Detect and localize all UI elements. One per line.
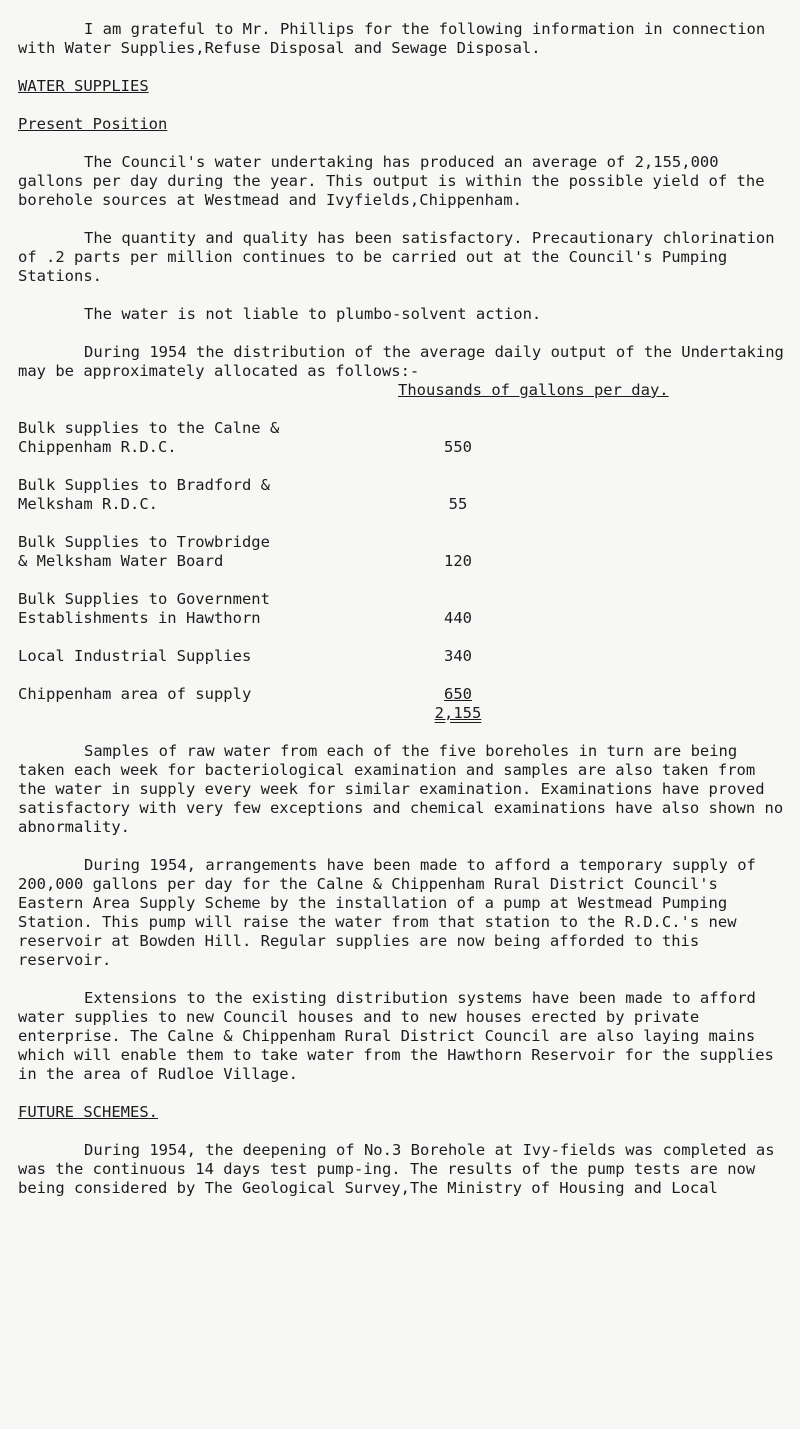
distribution-paragraph: During 1954 the distribution of the average daily output of the Undertaking may be approximately allocated as follows:- xyxy=(18,343,794,380)
samples-paragraph: Samples of raw water from each of the five boreholes in turn are being taken each week for bacteriological examination and samples are also taken from the water in supply every week for similar examination. Examinations have proved satisfactory with very few exceptions and chemical examinations have also shown no abnormality. xyxy=(18,742,793,836)
row-label: Local Industrial Supplies xyxy=(18,647,252,665)
row-value: 55 xyxy=(448,495,468,513)
row-value: 550 xyxy=(444,438,472,456)
table-row xyxy=(18,590,788,628)
table-row xyxy=(18,419,788,457)
output-paragraph: The Council's water undertaking has produced an average of 2,155,000 gallons per day during the year. This output is within the possible yield of the borehole sources at Westmead and Ivyfields,Chippenham. xyxy=(18,153,774,209)
row-label: Bulk Supplies to Bradford & Melksham R.D.C. xyxy=(18,476,270,513)
row-value: 650 xyxy=(444,685,472,703)
table-total: 2,155 xyxy=(434,704,482,722)
table-row xyxy=(18,647,788,666)
future-schemes-heading: FUTURE SCHEMES. xyxy=(18,1103,158,1121)
plumbo-solvent-paragraph: The water is not liable to plumbo-solvent action. xyxy=(84,305,542,323)
table-row xyxy=(18,685,788,704)
temporary-supply-paragraph: During 1954, arrangements have been made to afford a temporary supply of 200,000 gallons per day for the Calne & Chippenham Rural District Council's Eastern Area Supply Scheme by the installation of a pump at Westmead Pumping Station. This pump will raise the water from that station to the R.D.C.'s new reservoir at Bowden Hill. Regular supplies are now being afforded to this reservoir. xyxy=(18,856,766,969)
borehole-paragraph: During 1954, the deepening of No.3 Borehole at Ivy-fields was completed as was the continuous 14 days test pump-ing. The results of the pump tests are now being considered by The Geological Survey,The Ministry of Housing and Local xyxy=(18,1141,784,1197)
present-position-heading: Present Position xyxy=(18,115,168,133)
table-unit-header: Thousands of gallons per day. xyxy=(398,381,669,399)
extensions-paragraph: Extensions to the existing distribution systems have been made to afford water supplies to new Council houses and to new houses erected by private enterprise. The Calne & Chippenham Rural District Council are also laying mains which will enable them to take water from the Hawthorn Reservoir for the supplies in the area of Rudloe Village. xyxy=(18,989,784,1083)
table-total-row xyxy=(18,704,788,723)
row-label: Bulk supplies to the Calne & Chippenham R.D.C. xyxy=(18,419,280,456)
quality-paragraph: The quantity and quality has been satisfactory. Precautionary chlorination of .2 parts per million continues to be carried out at the Council's Pumping Stations. xyxy=(18,229,784,285)
row-value: 120 xyxy=(444,552,472,570)
intro-paragraph: I am grateful to Mr. Phillips for the following information in connection with Water Supplies,Refuse Disposal and Sewage Disposal. xyxy=(18,20,775,57)
row-value: 440 xyxy=(444,609,472,627)
document-page xyxy=(18,20,794,1217)
table-row xyxy=(18,533,788,571)
row-label: Bulk Supplies to Trowbridge & Melksham Water Board xyxy=(18,533,270,570)
table-row xyxy=(18,476,788,514)
row-label: Chippenham area of supply xyxy=(18,685,252,703)
row-value: 340 xyxy=(444,647,472,665)
distribution-table xyxy=(18,381,788,723)
water-supplies-heading: WATER SUPPLIES xyxy=(18,77,149,95)
row-label: Bulk Supplies to Government Establishments in Hawthorn xyxy=(18,590,270,627)
